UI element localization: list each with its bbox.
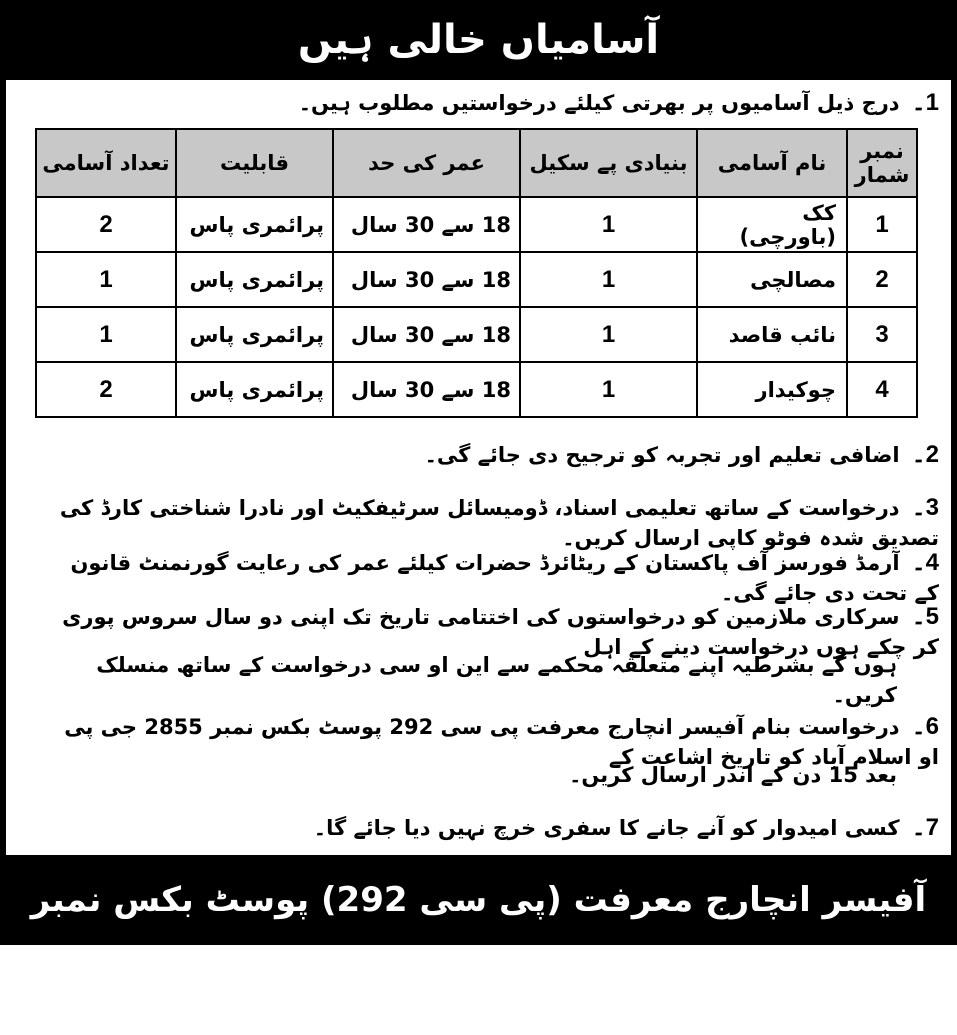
page-title: آسامیاں خالی ہیں [0, 0, 957, 80]
cell-age-limit: 18 سے 30 سال [333, 307, 520, 362]
cell-age-limit: 18 سے 30 سال [333, 362, 520, 417]
cell-serial: 3 [847, 307, 917, 362]
item-1 [40, 88, 939, 118]
item-text: آرمڈ فورسز آف پاکستان کے ریٹائرڈ حضرات کیلئے عمر کی رعایت گورنمنٹ قانون کے تحت دی جائے گی۔ [70, 551, 939, 605]
item-number: 6۔ [911, 713, 939, 740]
table-row [36, 252, 917, 307]
footer-address: آفیسر انچارج معرفت (پی سی 292) پوسٹ بکس نمبر 2855 جی پی او اسلام آباد [0, 855, 957, 945]
item-2 [40, 440, 939, 470]
col-qualification: قابلیت [176, 129, 333, 197]
item-5-continued: ہوں گے بشرطیہ اپنے متعلقہ محکمے سے این او سی درخواست کے ساتھ منسلک کریں۔ [96, 653, 897, 707]
cell-serial: 2 [847, 252, 917, 307]
col-post-name: نام آسامی [697, 129, 847, 197]
cell-qualification: پرائمری پاس [176, 252, 333, 307]
table-row [36, 197, 917, 252]
item-text: درج ذیل آسامیوں پر بھرتی کیلئے درخواستیں مطلوب ہیں۔ [298, 91, 900, 115]
cell-pay-scale: 1 [520, 252, 697, 307]
cell-pay-scale: 1 [520, 307, 697, 362]
cell-post-name: چوکیدار [697, 362, 847, 417]
table-row [36, 362, 917, 417]
col-age-limit: عمر کی حد [333, 129, 520, 197]
col-serial: نمبر شمار [847, 129, 917, 197]
cell-post-name: نائب قاصد [697, 307, 847, 362]
table-header-row [36, 129, 917, 197]
vacancies-table [35, 128, 918, 418]
item-4 [40, 548, 939, 608]
cell-age-limit: 18 سے 30 سال [333, 252, 520, 307]
cell-post-name: کک (باورچی) [697, 197, 847, 252]
cell-post-count: 1 [36, 307, 176, 362]
item-number: 7۔ [911, 814, 939, 841]
col-post-count: تعداد آسامی [36, 129, 176, 197]
cell-pay-scale: 1 [520, 362, 697, 417]
item-number: 5۔ [911, 603, 939, 630]
item-number: 3۔ [911, 494, 939, 521]
cell-serial: 4 [847, 362, 917, 417]
item-7 [40, 813, 939, 843]
cell-qualification: پرائمری پاس [176, 362, 333, 417]
cell-qualification: پرائمری پاس [176, 197, 333, 252]
cell-qualification: پرائمری پاس [176, 307, 333, 362]
item-number: 4۔ [911, 549, 939, 576]
item-number: 1۔ [911, 89, 939, 116]
cell-post-name: مصالچی [697, 252, 847, 307]
item-number: 2۔ [911, 441, 939, 468]
cell-post-count: 1 [36, 252, 176, 307]
item-6-continued: بعد 15 دن کے اندر ارسال کریں۔ [569, 763, 897, 787]
item-3 [40, 493, 939, 553]
col-pay-scale: بنیادی پے سکیل [520, 129, 697, 197]
item-text: سرکاری ملازمین کو درخواستوں کی اختتامی تاریخ تک اپنی دو سال سروس پوری کر چکے ہوں درخواست دینے کے اہل [62, 605, 939, 659]
item-text: کسی امیدوار کو آنے جانے کا سفری خرچ نہیں دیا جائے گا۔ [313, 816, 900, 840]
cell-post-count: 2 [36, 362, 176, 417]
item-text: اضافی تعلیم اور تجربہ کو ترجیح دی جائے گی۔ [424, 443, 900, 467]
cell-post-count: 2 [36, 197, 176, 252]
cell-serial: 1 [847, 197, 917, 252]
cell-age-limit: 18 سے 30 سال [333, 197, 520, 252]
item-text: درخواست بنام آفیسر انچارج معرفت پی سی 292 پوسٹ بکس نمبر 2855 جی پی او اسلام آباد کو تاریخ اشاعت کے [64, 715, 939, 769]
table-row [36, 307, 917, 362]
item-text: درخواست کے ساتھ تعلیمی اسناد، ڈومیسائل سرٹیفکیٹ اور نادرا شناختی کارڈ کی تصدیق شدہ فوٹو کاپی ارسال کریں۔ [59, 496, 939, 550]
cell-pay-scale: 1 [520, 197, 697, 252]
